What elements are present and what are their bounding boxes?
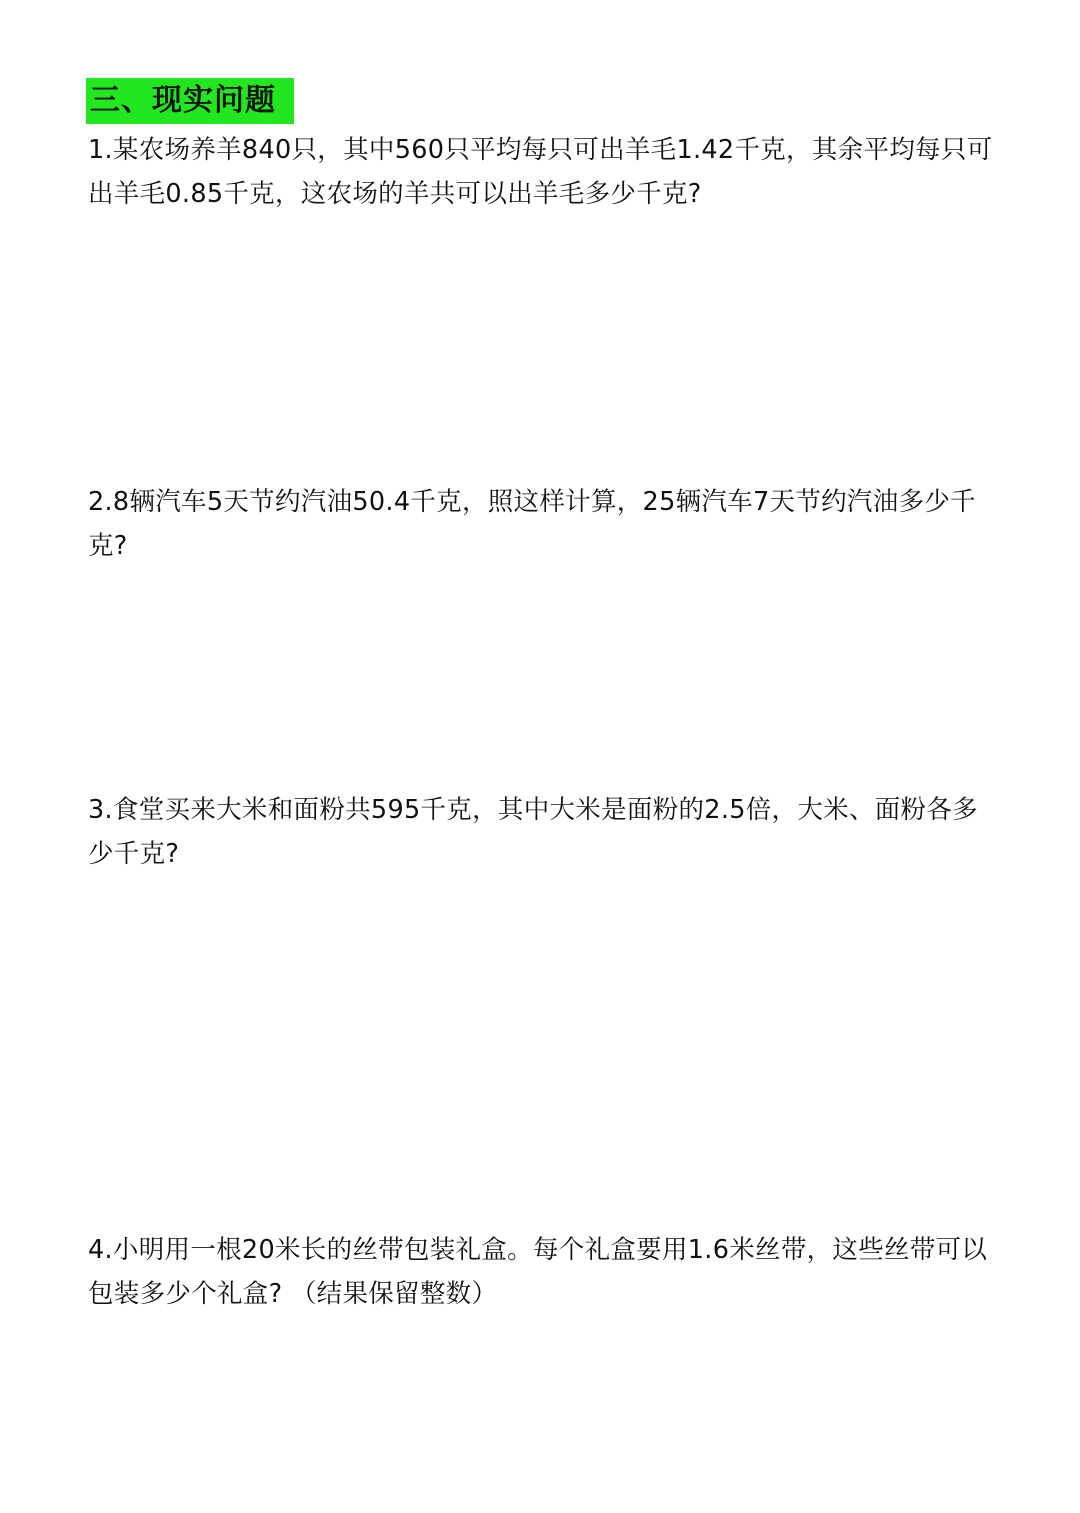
question-3: 3.食堂买来大米和面粉共595千克，其中大米是面粉的2.5倍，大米、面粉各多少千克? xyxy=(88,795,978,869)
question-1: 1.某农场养羊840只，其中560只平均每只可出羊毛1.42千克，其余平均每只可出羊毛0.85千克，这农场的羊共可以出羊毛多少千克? xyxy=(88,135,993,209)
question-4: 4.小明用一根20米长的丝带包装礼盒。每个礼盒要用1.6米丝带，这些丝带可以包装多少个礼盒? （结果保留整数） xyxy=(88,1235,988,1309)
section-title: 三、现实问题 xyxy=(86,78,294,124)
question-2: 2.8辆汽车5天节约汽油50.4千克，照这样计算，25辆汽车7天节约汽油多少千克? xyxy=(88,487,976,561)
